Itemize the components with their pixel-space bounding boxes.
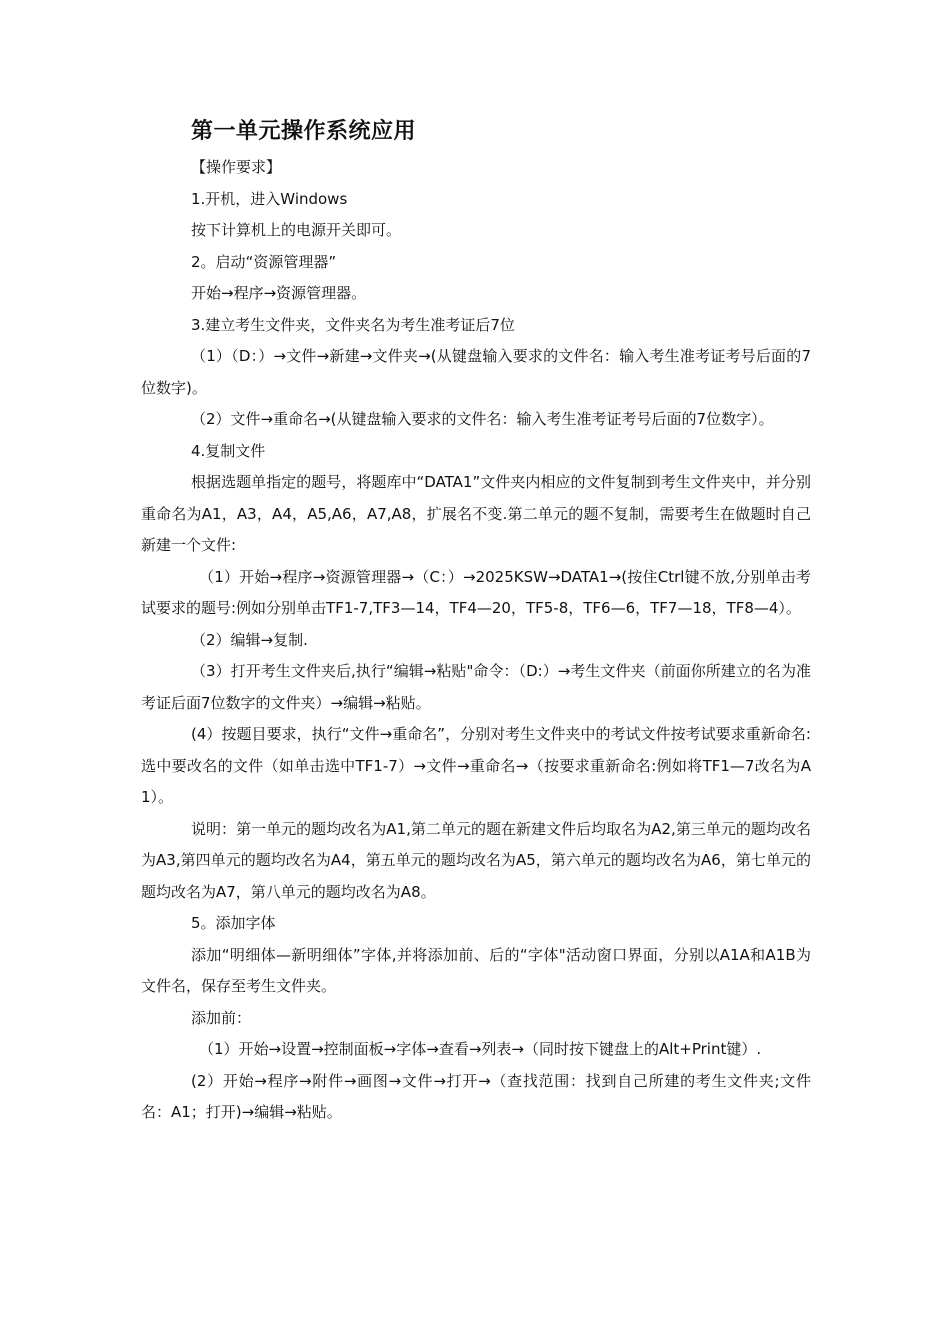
paragraph: 按下计算机上的电源开关即可。 [191,221,402,239]
paragraph: (4）按题目要求，执行“文件→重命名”，分别对考生文件夹中的考试文件按考试要求重新命名:选中要改名的文件（如单击选中TF1-7）→文件→重命名→（按要求重新命名:例如将TF1—7改名为A1）。 [141,725,811,806]
paragraph: （2）文件→重命名→(从键盘输入要求的文件名：输入考生准考证考号后面的7位数字）。 [191,410,774,428]
step-heading: 3.建立考生文件夹，文件夹名为考生准考证后7位 [191,315,515,334]
paragraph: 添加“明细体—新明细体”字体,并将添加前、后的“字体"活动窗口界面，分别以A1A和A1B为文件名，保存至考生文件夹。 [141,945,811,995]
step-heading: 4.复制文件 [191,441,266,460]
step-heading: 2。启动“资源管理器” [191,252,337,271]
paragraph: （1）开始→程序→资源管理器→（C：）→2025KSW→DATA1→(按住Ctrl键不放,分别单击考试要求的题号:例如分别单击TF1-7,TF3—14，TF4—20，TF5-8，TF6—6，TF7—18，TF8—4）。 [141,567,811,617]
step-heading: 5。添加字体 [191,914,276,932]
step-heading: 1.开机，进入Windows [191,189,348,208]
paragraph: （2）编辑→复制. [191,630,308,649]
paragraph: （1）（D：）→文件→新建→文件夹→(从键盘输入要求的文件名：输入考生准考证考号后面的7位数字)。 [141,347,811,397]
document-page [141,116,811,1129]
document-title: 第一单元操作系统应用 [191,119,417,144]
paragraph: （1）开始→设置→控制面板→字体→查看→列表→（同时按下键盘上的Alt+Print键）. [199,1040,762,1058]
paragraph: 根据选题单指定的题号，将题库中“DATA1”文件夹内相应的文件复制到考生文件夹中，并分别重命名为A1，A3，A4，A5,A6，A7,A8，扩展名不变.第二单元的题不复制，需要考生在做题时自己新建一个文件: [141,473,811,554]
section-heading: 【操作要求】 [191,158,282,176]
paragraph: 说明：第一单元的题均改名为A1,第二单元的题在新建文件后均取名为A2,第三单元的题均改名为A3,第四单元的题均改名为A4，第五单元的题均改名为A5，第六单元的题均改名为A6，第七单元的题均改名为A7，第八单元的题均改名为A8。 [141,819,811,901]
paragraph: （3）打开考生文件夹后,执行“编辑→粘贴"命令：（D:）→考生文件夹（前面你所建立的名为准考证后面7位数字的文件夹）→编辑→粘贴。 [141,662,811,712]
paragraph: (2）开始→程序→附件→画图→文件→打开→（查找范围：找到自己所建的考生文件夹;文件名：A1；打开)→编辑→粘贴。 [141,1071,811,1121]
paragraph: 添加前： [191,1008,252,1027]
paragraph: 开始→程序→资源管理器。 [191,284,367,302]
